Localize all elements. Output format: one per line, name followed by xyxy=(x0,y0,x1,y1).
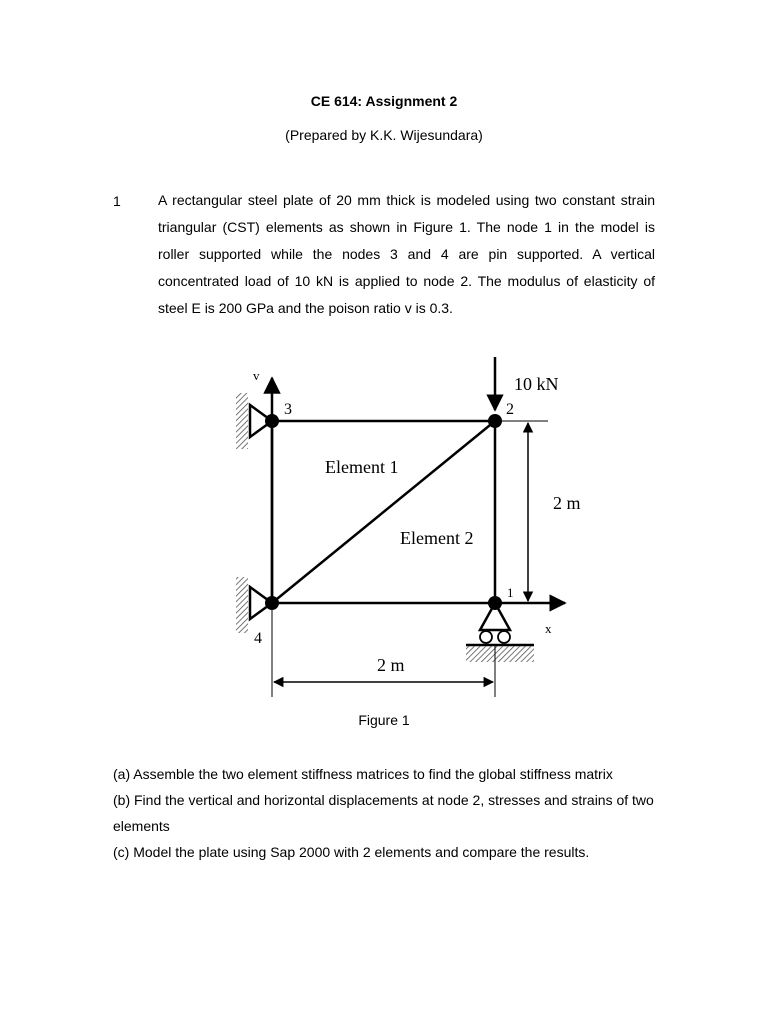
node-2-label: 2 xyxy=(506,401,514,418)
part-a: (a) Assemble the two element stiffness matrices to find the global stiffness matrix xyxy=(113,766,613,782)
question-text: A rectangular steel plate of 20 mm thick is modeled using two constant strain triangular (CST) elements as shown in Figure 1. The node 1 in the model is roller supported while the nodes 3 and 4 are pin supported. A vertical concentrated load of 10 kN is applied to node 2. The modulus of elasticity of steel E is 200 GPa and the poison ratio v is 0.3. xyxy=(158,192,655,316)
y-axis-label: v xyxy=(253,368,260,383)
vertical-dimension-label: 2 m xyxy=(553,493,581,513)
node-4-marker xyxy=(265,596,279,610)
question-number: 1 xyxy=(113,193,121,209)
node-1-label: 1 xyxy=(507,585,514,600)
part-c: (c) Model the plate using Sap 2000 with 2 elements and compare the results. xyxy=(113,844,590,860)
roller-support-node-1 xyxy=(466,603,534,662)
node-4-label: 4 xyxy=(254,630,262,647)
element-1-label: Element 1 xyxy=(325,457,399,477)
page-title: CE 614: Assignment 2 xyxy=(310,93,458,109)
x-axis-label: x xyxy=(545,621,552,636)
node-3-marker xyxy=(265,414,279,428)
part-b: (b) Find the vertical and horizontal displacements at node 2, stresses and strains of two elements xyxy=(113,792,654,834)
node-1-marker xyxy=(488,596,502,610)
horizontal-dimension-label: 2 m xyxy=(377,655,405,675)
question-parts xyxy=(113,761,658,865)
diagonal-element-boundary xyxy=(272,421,495,603)
node-3-label: 3 xyxy=(284,401,292,418)
figure-caption: Figure 1 xyxy=(358,712,410,728)
element-2-label: Element 2 xyxy=(400,528,474,548)
load-label: 10 kN xyxy=(514,374,559,394)
page-subtitle: (Prepared by K.K. Wijesundara) xyxy=(285,127,483,143)
node-2-marker xyxy=(488,414,502,428)
